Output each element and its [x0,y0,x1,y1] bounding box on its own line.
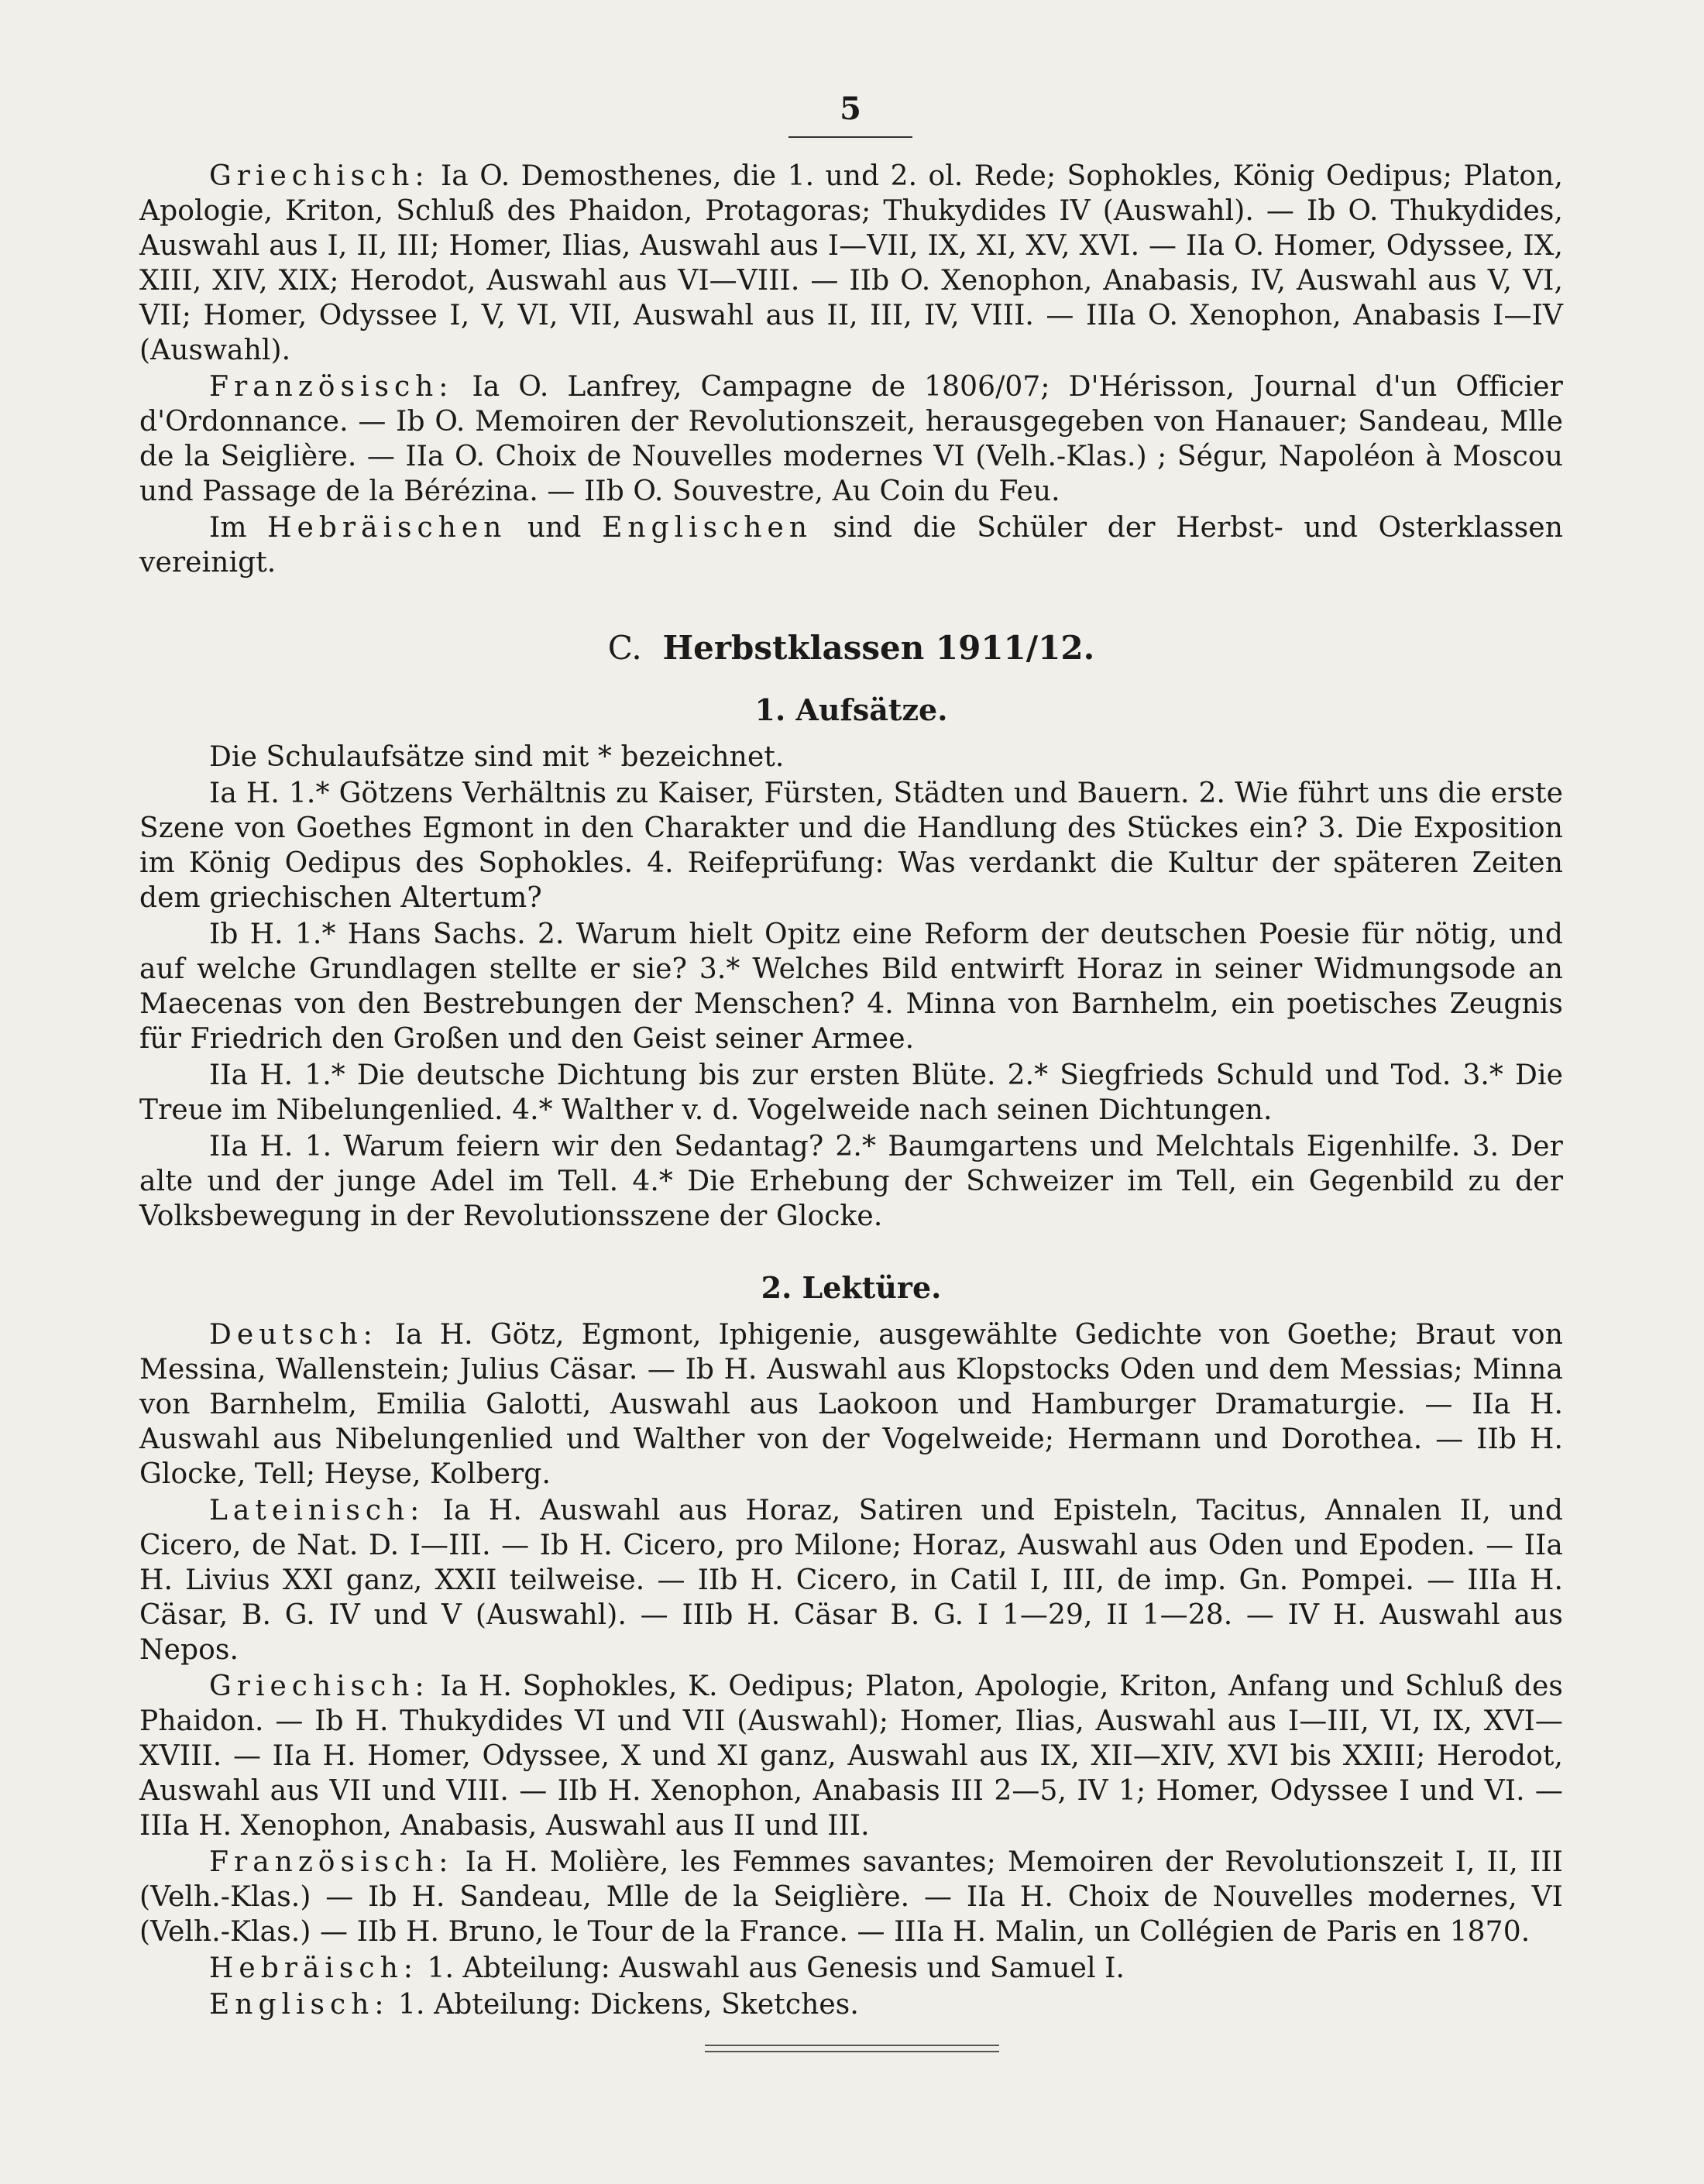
subject-label-hebraeisch: Hebräisch: [209,1952,418,1984]
hebraeisch-englisch-note [139,510,1563,580]
franzoesisch-paragraph [139,369,1563,509]
griechisch-paragraph [139,159,1563,368]
franzoesisch-text: Ia O. Lanfrey, Campagne de 1806/07; D'Hérisson, Journal d'un Officier d'Ordonnance. — Ib O. Memoiren der Revolutionszeit, herausgegeben von Hanauer; Sandeau, Mlle de la Seiglière. — IIa O. Choix de Nouvelles modernes VI (Velh.-Klas.) ; Ségur, Napoléon à Moscou und Passage de la Bérézina. — IIb O. Souvestre, Au Coin du Feu. [139,371,1563,507]
lektuere-deutsch [139,1317,1563,1492]
aufsatz-item-ia: Ia H. 1.* Götzens Verhältnis zu Kaiser, Fürsten, Städten und Bauern. 2. Wie führt uns die erste Szene von Goethes Egmont in den Charakter und die Handlung des Stückes ein? 3. Die Exposition im König Oedipus des Sophokles. 4. Reifeprüfung: Was verdankt die Kultur der späteren Zeiten dem griechischen Altertum? [139,778,1563,914]
lektuere-hebraeisch [139,1951,1563,1986]
page-number-block [788,91,912,138]
note-rest: sind die Schüler der Herbst- und Osterklassen vereinigt. [139,512,1563,579]
aufsatz-item-iia-2: IIa H. 1. Warum feiern wir den Sedantag? 2.* Baumgartens und Melchtals Eigenhilfe. 3. Der alte und der junge Adel im Tell. 4.* Die Erhebung der Schweizer im Tell, ein Gegenbild zu der Volksbewegung in der Revolutionsszene der Glocke. [139,1131,1563,1232]
aufsaetze-intro: Die Schulaufsätze sind mit * bezeichnet. [209,741,785,773]
section-c-heading [139,628,1563,668]
subject-label-franzoesisch: Französisch: [209,371,454,403]
lektuere-deutsch-text: Ia H. Götz, Egmont, Iphigenie, ausgewählte Gedichte von Goethe; Braut von Messina, Wallenstein; Julius Cäsar. — Ib H. Auswahl aus Klopstocks Oden und dem Messias; Minna von Barnhelm, Emilia Galotti, Auswahl aus Laokoon und Hamburger Dramaturgie. — IIa H. Auswahl aus Nibelungenlied und Walther von der Vogelweide; Hermann und Dorothea. — IIb H. Glocke, Tell; Heyse, Kolberg. [139,1319,1563,1490]
subject-label-lateinisch: Lateinisch: [209,1495,425,1526]
page-number: 5 [840,91,861,127]
lektuere-lateinisch [139,1493,1563,1667]
subject-label-deutsch: Deutsch: [209,1319,378,1351]
note-word-und: und [527,512,582,544]
griechisch-text: Ia O. Demosthenes, die 1. und 2. ol. Rede; Sophokles, König Oedipus; Platon, Apologie, Kriton, Schluß des Phaidon, Protagoras; Thukydides IV (Auswahl). — Ib O. Thukydides, Auswahl aus I, II, III; Homer, Ilias, Auswahl aus I—VII, IX, XI, XV, XVI. — IIa O. Homer, Odyssee, IX, XIII, XIV, XIX; Herodot, Auswahl aus VI—VIII. — IIb O. Xenophon, Anabasis, IV, Auswahl aus V, VI, VII; Homer, Odyssee I, V, VI, VII, Auswahl aus II, III, IV, VIII. — IIIa O. Xenophon, Anabasis I—IV (Auswahl). [139,160,1563,366]
lektuere-franzoesisch [139,1845,1563,1949]
aufsatz-item-iia: IIa H. 1.* Die deutsche Dichtung bis zur ersten Blüte. 2.* Siegfrieds Schuld und Tod. 3.* Die Treue im Nibelungenlied. 4.* Walther v. d. Vogelweide nach seinen Dichtungen. [139,1059,1563,1126]
end-rule-bottom [705,2051,999,2052]
lektuere-hebraeisch-text: 1. Abteilung: Auswahl aus Genesis und Samuel I. [427,1952,1125,1984]
page-content [139,159,1563,2024]
aufsatz-item-ib: Ib H. 1.* Hans Sachs. 2. Warum hielt Opitz eine Reform der deutschen Poesie für nötig, und auf welche Grundlagen stellte er sie? 3.* Welches Bild entwirft Horaz in seiner Widmungsode an Maecenas von den Bestrebungen der Menschen? 4. Minna von Barnhelm, ein poetisches Zeugnis für Friedrich den Großen und den Geist seiner Armee. [139,919,1563,1055]
section-c-prefix: C. [607,629,642,667]
note-word-im: Im [209,512,247,544]
lektuere-heading: 2. Lektüre. [761,1270,942,1305]
section-c-title: Herbstklassen 1911/12. [662,629,1095,667]
lektuere-englisch [139,1987,1563,2022]
lektuere-lateinisch-text: Ia H. Auswahl aus Horaz, Satiren und Episteln, Tacitus, Annalen II, und Cicero, de Nat. D. I—III. — Ib H. Cicero, pro Milone; Horaz, Auswahl aus Oden und Epoden. — IIa H. Livius XXI ganz, XXII teilweise. — IIb H. Cicero, in Catil I, III, de imp. Gn. Pompei. — IIIa H. Cäsar, B. G. IV und V (Auswahl). — IIIb H. Cäsar B. G. I 1—29, II 1—28. — IV H. Auswahl aus Nepos. [139,1495,1563,1666]
lektuere-griechisch-text: Ia H. Sophokles, K. Oedipus; Platon, Apologie, Kriton, Anfang und Schluß des Phaidon. — Ib H. Thukydides VI und VII (Auswahl); Homer, Ilias, Auswahl aus I—III, VI, IX, XVI—XVIII. — IIa H. Homer, Odyssee, X und XI ganz, Auswahl aus IX, XII—XIV, XVI bis XXIII; Herodot, Auswahl aus VII und VIII. — IIb H. Xenophon, Anabasis III 2—5, IV 1; Homer, Odyssee I und VI. — IIIa H. Xenophon, Anabasis, Auswahl aus II und III. [139,1671,1564,1842]
subject-label-franzoesisch-2: Französisch: [209,1846,454,1878]
end-rule-top [705,2045,999,2046]
lektuere-griechisch [139,1669,1563,1843]
page-number-rule [788,136,912,138]
aufsaetze-heading: 1. Aufsätze. [754,692,948,727]
note-word-englischen: Englischen [602,512,812,544]
subject-label-griechisch-2: Griechisch: [209,1671,430,1702]
note-word-hebraeischen: Hebräischen [267,512,507,544]
subject-label-griechisch: Griechisch: [209,160,430,192]
lektuere-englisch-text: 1. Abteilung: Dickens, Sketches. [398,1989,859,2021]
subject-label-englisch: Englisch: [209,1989,390,2021]
lektuere-franzoesisch-text: Ia H. Molière, les Femmes savantes; Memoiren der Revolutionszeit I, II, III (Velh.-Klas.) — Ib H. Sandeau, Mlle de la Seiglière. — IIa H. Choix de Nouvelles modernes, VI (Velh.-Klas.) — IIb H. Bruno, le Tour de la France. — IIIa H. Malin, un Collégien de Paris en 1870. [139,1846,1563,1948]
